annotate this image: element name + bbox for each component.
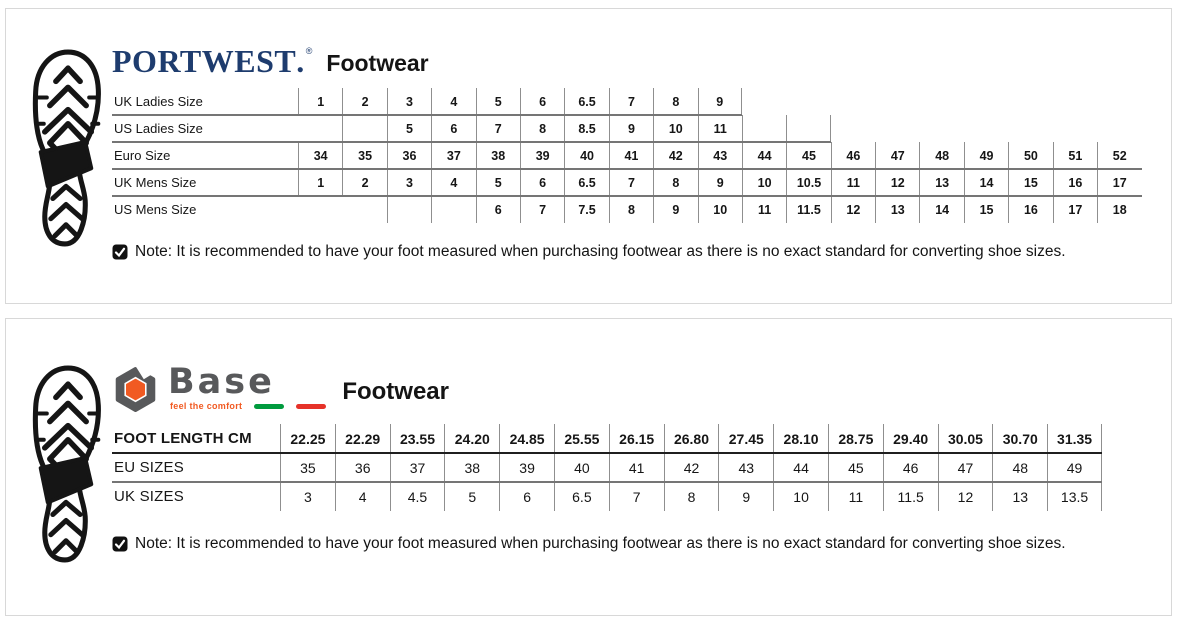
size-cell: 4 bbox=[431, 169, 475, 196]
base-hexagon-logo-icon bbox=[112, 366, 159, 413]
size-cell: 6 bbox=[520, 169, 564, 196]
size-cell: 8.5 bbox=[564, 115, 608, 142]
size-cell: 29.40 bbox=[883, 424, 938, 453]
size-cell: 52 bbox=[1097, 142, 1141, 169]
row-label: UK Mens Size bbox=[114, 175, 197, 190]
red-flag-dash-icon bbox=[296, 404, 326, 409]
base-panel bbox=[5, 318, 1172, 616]
size-cell: 9 bbox=[609, 115, 653, 142]
size-cell: 43 bbox=[698, 142, 742, 169]
size-cell: 39 bbox=[520, 142, 564, 169]
base-header bbox=[112, 362, 449, 413]
size-cell: 9 bbox=[698, 88, 742, 115]
size-cell: 7 bbox=[609, 482, 664, 511]
size-cell: 10.5 bbox=[786, 169, 830, 196]
size-row bbox=[112, 424, 1102, 453]
size-cell: 23.55 bbox=[390, 424, 445, 453]
note-text: Note: It is recommended to have your foot measured when purchasing footwear as there is no exact standard for converting shoe sizes. bbox=[135, 535, 1066, 552]
portwest-section-title: Footwear bbox=[326, 50, 429, 76]
green-flag-dash-icon bbox=[254, 404, 284, 409]
size-cell: 13 bbox=[919, 169, 963, 196]
base-tagline: feel the comfort bbox=[170, 401, 243, 412]
size-cell: 5 bbox=[476, 88, 520, 115]
checkbox-check-icon bbox=[112, 244, 128, 260]
size-cell: 16 bbox=[1053, 169, 1097, 196]
size-cell bbox=[786, 115, 830, 142]
base-logo: Base bbox=[168, 362, 275, 402]
size-cell: 13.5 bbox=[1047, 482, 1102, 511]
sole-print-icon bbox=[26, 47, 110, 249]
portwest-logo-dot: . bbox=[296, 43, 305, 79]
checkbox-check-icon bbox=[112, 536, 128, 552]
size-cell: 24.85 bbox=[499, 424, 554, 453]
size-row bbox=[112, 169, 1141, 196]
size-cell bbox=[298, 115, 342, 142]
size-cell: 8 bbox=[664, 482, 719, 511]
row-divider-line bbox=[112, 141, 831, 143]
portwest-panel bbox=[5, 8, 1172, 304]
size-cell: 5 bbox=[444, 482, 499, 511]
size-cell: 44 bbox=[742, 142, 786, 169]
size-cell: 49 bbox=[1047, 453, 1102, 482]
size-cell: 2 bbox=[342, 88, 386, 115]
size-cell: 43 bbox=[718, 453, 773, 482]
size-cell: 7 bbox=[609, 169, 653, 196]
base-note bbox=[112, 535, 1066, 553]
size-cell: 11 bbox=[831, 169, 875, 196]
row-label: US Mens Size bbox=[114, 202, 197, 217]
size-cell: 41 bbox=[609, 142, 653, 169]
size-cell: 31.35 bbox=[1047, 424, 1102, 453]
portwest-logo: PORTWEST bbox=[112, 43, 297, 79]
size-cell: 3 bbox=[387, 169, 431, 196]
size-row bbox=[112, 88, 1141, 115]
size-cell: 5 bbox=[476, 169, 520, 196]
size-cell: 38 bbox=[476, 142, 520, 169]
size-cell: 48 bbox=[992, 453, 1047, 482]
size-cell: 12 bbox=[831, 196, 875, 223]
row-label: US Ladies Size bbox=[114, 121, 203, 136]
size-cell bbox=[298, 196, 342, 223]
row-label: UK SIZES bbox=[114, 488, 184, 505]
size-cell: 6.5 bbox=[564, 169, 608, 196]
size-cell: 26.15 bbox=[609, 424, 664, 453]
row-label: Euro Size bbox=[114, 148, 171, 163]
size-cell: 2 bbox=[342, 169, 386, 196]
size-row bbox=[112, 115, 1141, 142]
row-label: FOOT LENGTH CM bbox=[114, 430, 252, 447]
size-cell: 11.5 bbox=[883, 482, 938, 511]
size-row bbox=[112, 196, 1141, 223]
size-row bbox=[112, 482, 1102, 511]
size-cell: 34 bbox=[298, 142, 342, 169]
size-cell: 9 bbox=[698, 169, 742, 196]
size-cell: 39 bbox=[499, 453, 554, 482]
size-cell: 9 bbox=[718, 482, 773, 511]
size-cell bbox=[387, 196, 431, 223]
size-cell: 5 bbox=[387, 115, 431, 142]
size-cell: 45 bbox=[786, 142, 830, 169]
size-cell: 6.5 bbox=[554, 482, 609, 511]
row-divider-line bbox=[112, 481, 1102, 483]
size-cell: 14 bbox=[964, 169, 1008, 196]
note-text: Note: It is recommended to have your foot measured when purchasing footwear as there is no exact standard for converting shoe sizes. bbox=[135, 243, 1066, 260]
base-size-table bbox=[112, 424, 1102, 511]
row-divider-line bbox=[112, 452, 1102, 454]
size-cell: 11 bbox=[742, 196, 786, 223]
size-cell: 46 bbox=[831, 142, 875, 169]
size-cell: 6 bbox=[431, 115, 475, 142]
row-divider-line bbox=[112, 114, 742, 116]
size-cell: 25.55 bbox=[554, 424, 609, 453]
size-cell bbox=[742, 115, 786, 142]
base-wordmark-block bbox=[168, 362, 326, 412]
size-cell: 12 bbox=[875, 169, 919, 196]
size-cell: 24.20 bbox=[444, 424, 499, 453]
size-cell: 13 bbox=[875, 196, 919, 223]
size-cell: 17 bbox=[1097, 169, 1141, 196]
size-cell: 36 bbox=[387, 142, 431, 169]
size-cell bbox=[342, 196, 386, 223]
size-cell: 30.05 bbox=[938, 424, 993, 453]
portwest-header bbox=[112, 45, 429, 77]
size-cell: 48 bbox=[919, 142, 963, 169]
size-cell: 15 bbox=[964, 196, 1008, 223]
size-cell: 10 bbox=[698, 196, 742, 223]
size-cell: 3 bbox=[387, 88, 431, 115]
size-cell: 10 bbox=[773, 482, 828, 511]
size-cell: 47 bbox=[875, 142, 919, 169]
portwest-size-table bbox=[112, 88, 1141, 223]
size-cell: 27.45 bbox=[718, 424, 773, 453]
size-row bbox=[112, 453, 1102, 482]
base-tagline-row bbox=[170, 401, 326, 411]
size-cell: 37 bbox=[431, 142, 475, 169]
base-section-title: Footwear bbox=[342, 378, 449, 405]
size-cell: 35 bbox=[280, 453, 335, 482]
row-divider-line bbox=[112, 195, 1142, 197]
size-cell: 6.5 bbox=[564, 88, 608, 115]
size-cell: 11 bbox=[828, 482, 883, 511]
registered-trademark-icon: ® bbox=[305, 46, 313, 56]
size-cell: 7 bbox=[520, 196, 564, 223]
size-cell: 10 bbox=[653, 115, 697, 142]
size-cell: 6 bbox=[499, 482, 554, 511]
size-cell: 7.5 bbox=[564, 196, 608, 223]
size-cell: 7 bbox=[609, 88, 653, 115]
size-cell: 42 bbox=[664, 453, 719, 482]
size-cell: 8 bbox=[653, 169, 697, 196]
size-cell: 10 bbox=[742, 169, 786, 196]
size-cell: 44 bbox=[773, 453, 828, 482]
size-row bbox=[112, 142, 1141, 169]
size-cell bbox=[342, 115, 386, 142]
size-cell: 9 bbox=[653, 196, 697, 223]
size-cell: 18 bbox=[1097, 196, 1141, 223]
size-cell: 46 bbox=[883, 453, 938, 482]
size-cell: 47 bbox=[938, 453, 993, 482]
size-cell: 4.5 bbox=[390, 482, 445, 511]
size-cell: 35 bbox=[342, 142, 386, 169]
size-cell bbox=[431, 196, 475, 223]
size-cell: 7 bbox=[476, 115, 520, 142]
sole-print-icon bbox=[26, 363, 110, 565]
size-cell: 17 bbox=[1053, 196, 1097, 223]
size-cell: 16 bbox=[1008, 196, 1052, 223]
size-cell: 8 bbox=[609, 196, 653, 223]
size-cell: 8 bbox=[653, 88, 697, 115]
size-cell: 13 bbox=[992, 482, 1047, 511]
size-cell: 12 bbox=[938, 482, 993, 511]
row-label: EU SIZES bbox=[114, 459, 184, 476]
row-label: UK Ladies Size bbox=[114, 94, 203, 109]
size-cell: 51 bbox=[1053, 142, 1097, 169]
size-cell: 11 bbox=[698, 115, 742, 142]
row-divider-line bbox=[112, 168, 1142, 170]
size-cell: 36 bbox=[335, 453, 390, 482]
size-cell: 28.75 bbox=[828, 424, 883, 453]
size-cell: 26.80 bbox=[664, 424, 719, 453]
size-cell: 4 bbox=[335, 482, 390, 511]
size-cell: 8 bbox=[520, 115, 564, 142]
size-cell: 40 bbox=[564, 142, 608, 169]
portwest-note bbox=[112, 243, 1066, 261]
size-cell: 42 bbox=[653, 142, 697, 169]
size-cell: 11.5 bbox=[786, 196, 830, 223]
size-cell: 38 bbox=[444, 453, 499, 482]
size-cell: 40 bbox=[554, 453, 609, 482]
size-cell: 49 bbox=[964, 142, 1008, 169]
size-cell: 22.25 bbox=[280, 424, 335, 453]
size-cell: 1 bbox=[298, 169, 342, 196]
size-cell: 30.70 bbox=[992, 424, 1047, 453]
size-cell: 41 bbox=[609, 453, 664, 482]
size-cell: 28.10 bbox=[773, 424, 828, 453]
size-cell: 22.29 bbox=[335, 424, 390, 453]
size-cell: 1 bbox=[298, 88, 342, 115]
size-cell: 37 bbox=[390, 453, 445, 482]
size-cell: 15 bbox=[1008, 169, 1052, 196]
size-cell: 6 bbox=[476, 196, 520, 223]
size-cell: 50 bbox=[1008, 142, 1052, 169]
size-cell: 4 bbox=[431, 88, 475, 115]
size-cell: 45 bbox=[828, 453, 883, 482]
size-cell: 14 bbox=[919, 196, 963, 223]
size-cell: 3 bbox=[280, 482, 335, 511]
size-cell: 6 bbox=[520, 88, 564, 115]
